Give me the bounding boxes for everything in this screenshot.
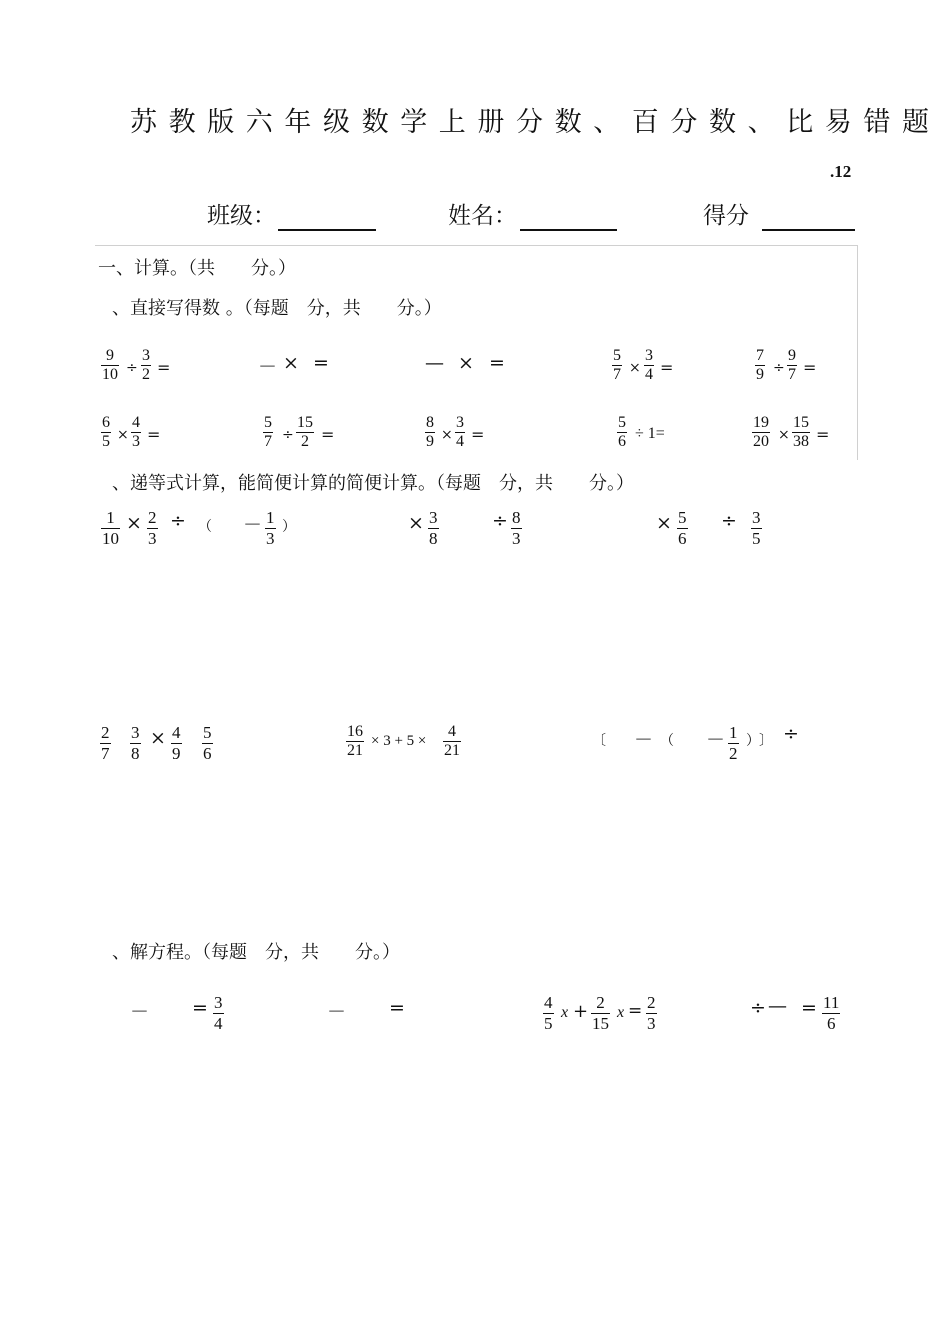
dash-sign: —: [425, 352, 444, 374]
fraction: $\frac{3}{4}$: [645, 347, 653, 383]
fraction: $\frac{5}{6}$: [618, 414, 626, 450]
minus-sign: －: [243, 514, 263, 536]
times-sign: ×: [778, 427, 790, 443]
fraction: $\frac{3}{8}$: [131, 723, 140, 763]
minus-sign: －: [327, 1001, 347, 1023]
fraction: $\frac{2}{15}$: [592, 993, 609, 1033]
equals-sign: =: [157, 358, 171, 377]
equals-sign: =: [192, 997, 208, 1019]
times-sign: ×: [117, 427, 129, 443]
fraction: $\frac{2}{7}$: [101, 723, 110, 763]
fraction: $\frac{15}{38}$: [793, 414, 809, 450]
variable-x: x: [617, 1004, 625, 1021]
fraction: $\frac{3}{8}$: [429, 508, 438, 548]
times-sign: ×: [656, 512, 672, 534]
equals-sign: =: [801, 997, 817, 1019]
div-one-text: ÷ 1=: [635, 425, 665, 442]
variable-x: x: [561, 1004, 569, 1021]
times-sign: ×: [629, 360, 641, 376]
fraction: $\frac{1}{3}$: [266, 508, 275, 548]
equals-sign: =: [147, 425, 161, 444]
equals-sign: =: [489, 352, 505, 374]
div-sign: ÷: [126, 360, 138, 376]
class-blank[interactable]: [278, 229, 376, 231]
part-1-heading: 、直接写得数 。（每题 分，共 分。）: [112, 298, 442, 319]
minus-sign: －: [706, 729, 726, 751]
name-label: 姓名：: [448, 203, 517, 229]
equals-sign: =: [660, 358, 674, 377]
minus-sign: －: [258, 356, 278, 378]
fraction: $\frac{3}{2}$: [142, 347, 150, 383]
fraction: $\frac{2}{3}$: [148, 508, 157, 548]
part-2-heading: 、递等式计算，能简便计算的简便计算。（每题 分，共 分。）: [112, 473, 634, 494]
times-sign: ×: [441, 427, 453, 443]
equals-sign: =: [471, 425, 485, 444]
div-sign: ÷: [721, 510, 737, 532]
times-sign: ×: [126, 512, 142, 534]
fraction: $\frac{5}{6}$: [678, 508, 687, 548]
table-border-right: [857, 245, 858, 460]
times-sign: ×: [408, 512, 424, 534]
section-1-heading: 一、计算。（共 分。）: [98, 258, 296, 279]
times-sign: ×: [458, 352, 474, 374]
fraction: $\frac{3}{4}$: [456, 414, 464, 450]
right-paren: ）: [282, 519, 296, 535]
equals-sign: =: [389, 997, 405, 1019]
equals-sign: =: [321, 425, 335, 444]
score-label: 得分: [703, 203, 749, 229]
minus-sign: －: [130, 1001, 150, 1023]
mid-expression: × 3 + 5 ×: [371, 733, 427, 749]
div-sign: ÷: [282, 427, 294, 443]
fraction: $\frac{9}{7}$: [788, 347, 796, 383]
fraction: $\frac{2}{3}$: [647, 993, 656, 1033]
fraction: $\frac{3}{4}$: [214, 993, 223, 1033]
div-sign: ÷: [750, 997, 766, 1019]
fraction: $\frac{4}{5}$: [544, 993, 553, 1033]
class-label: 班级：: [207, 203, 276, 229]
fraction: $\frac{5}{7}$: [264, 414, 272, 450]
times-sign: ×: [150, 727, 166, 749]
right-bracket: 〕: [759, 733, 773, 749]
fraction: $\frac{8}{3}$: [512, 508, 521, 548]
score-blank[interactable]: [762, 229, 855, 231]
div-sign: ÷: [783, 723, 799, 745]
fraction: $\frac{8}{9}$: [426, 414, 434, 450]
fraction: $\frac{5}{7}$: [613, 347, 621, 383]
fraction: $\frac{4}{21}$: [444, 723, 460, 759]
table-border-top: [95, 245, 857, 246]
fraction: $\frac{6}{5}$: [102, 414, 110, 450]
fraction: $\frac{15}{2}$: [297, 414, 313, 450]
fraction: $\frac{1}{2}$: [729, 723, 738, 763]
left-paren: （: [198, 519, 212, 535]
dash-sign: —: [768, 995, 787, 1017]
fraction: $\frac{4}{9}$: [172, 723, 181, 763]
fraction: $\frac{19}{20}$: [753, 414, 769, 450]
fraction: $\frac{11}{6}$: [823, 993, 840, 1033]
left-paren: （: [660, 733, 674, 749]
right-paren: ）: [746, 733, 760, 749]
fraction: $\frac{5}{6}$: [203, 723, 212, 763]
div-sign: ÷: [170, 510, 186, 532]
page-title: 苏教版六年级数学上册分数、百分数、比易错题: [130, 107, 941, 138]
times-sign: ×: [283, 352, 299, 374]
equals-sign: =: [313, 352, 329, 374]
fraction: $\frac{7}{9}$: [756, 347, 764, 383]
plus-sign: +: [573, 1001, 589, 1022]
date-code: .12: [830, 162, 852, 181]
fraction: $\frac{9}{10}$: [102, 347, 118, 383]
equals-sign: =: [816, 425, 830, 444]
equals-sign: =: [803, 358, 817, 377]
div-sign: ÷: [492, 510, 508, 532]
fraction: $\frac{4}{3}$: [132, 414, 140, 450]
div-sign: ÷: [773, 360, 785, 376]
section-2-heading: 、解方程。（每题 分，共 分。）: [112, 942, 400, 963]
fraction: $\frac{1}{10}$: [102, 508, 119, 548]
fraction: $\frac{16}{21}$: [347, 723, 363, 759]
fraction: $\frac{3}{5}$: [752, 508, 761, 548]
name-blank[interactable]: [520, 229, 617, 231]
left-bracket: 〔: [592, 733, 606, 749]
minus-sign: －: [634, 729, 654, 751]
equals-sign: =: [628, 1001, 643, 1021]
